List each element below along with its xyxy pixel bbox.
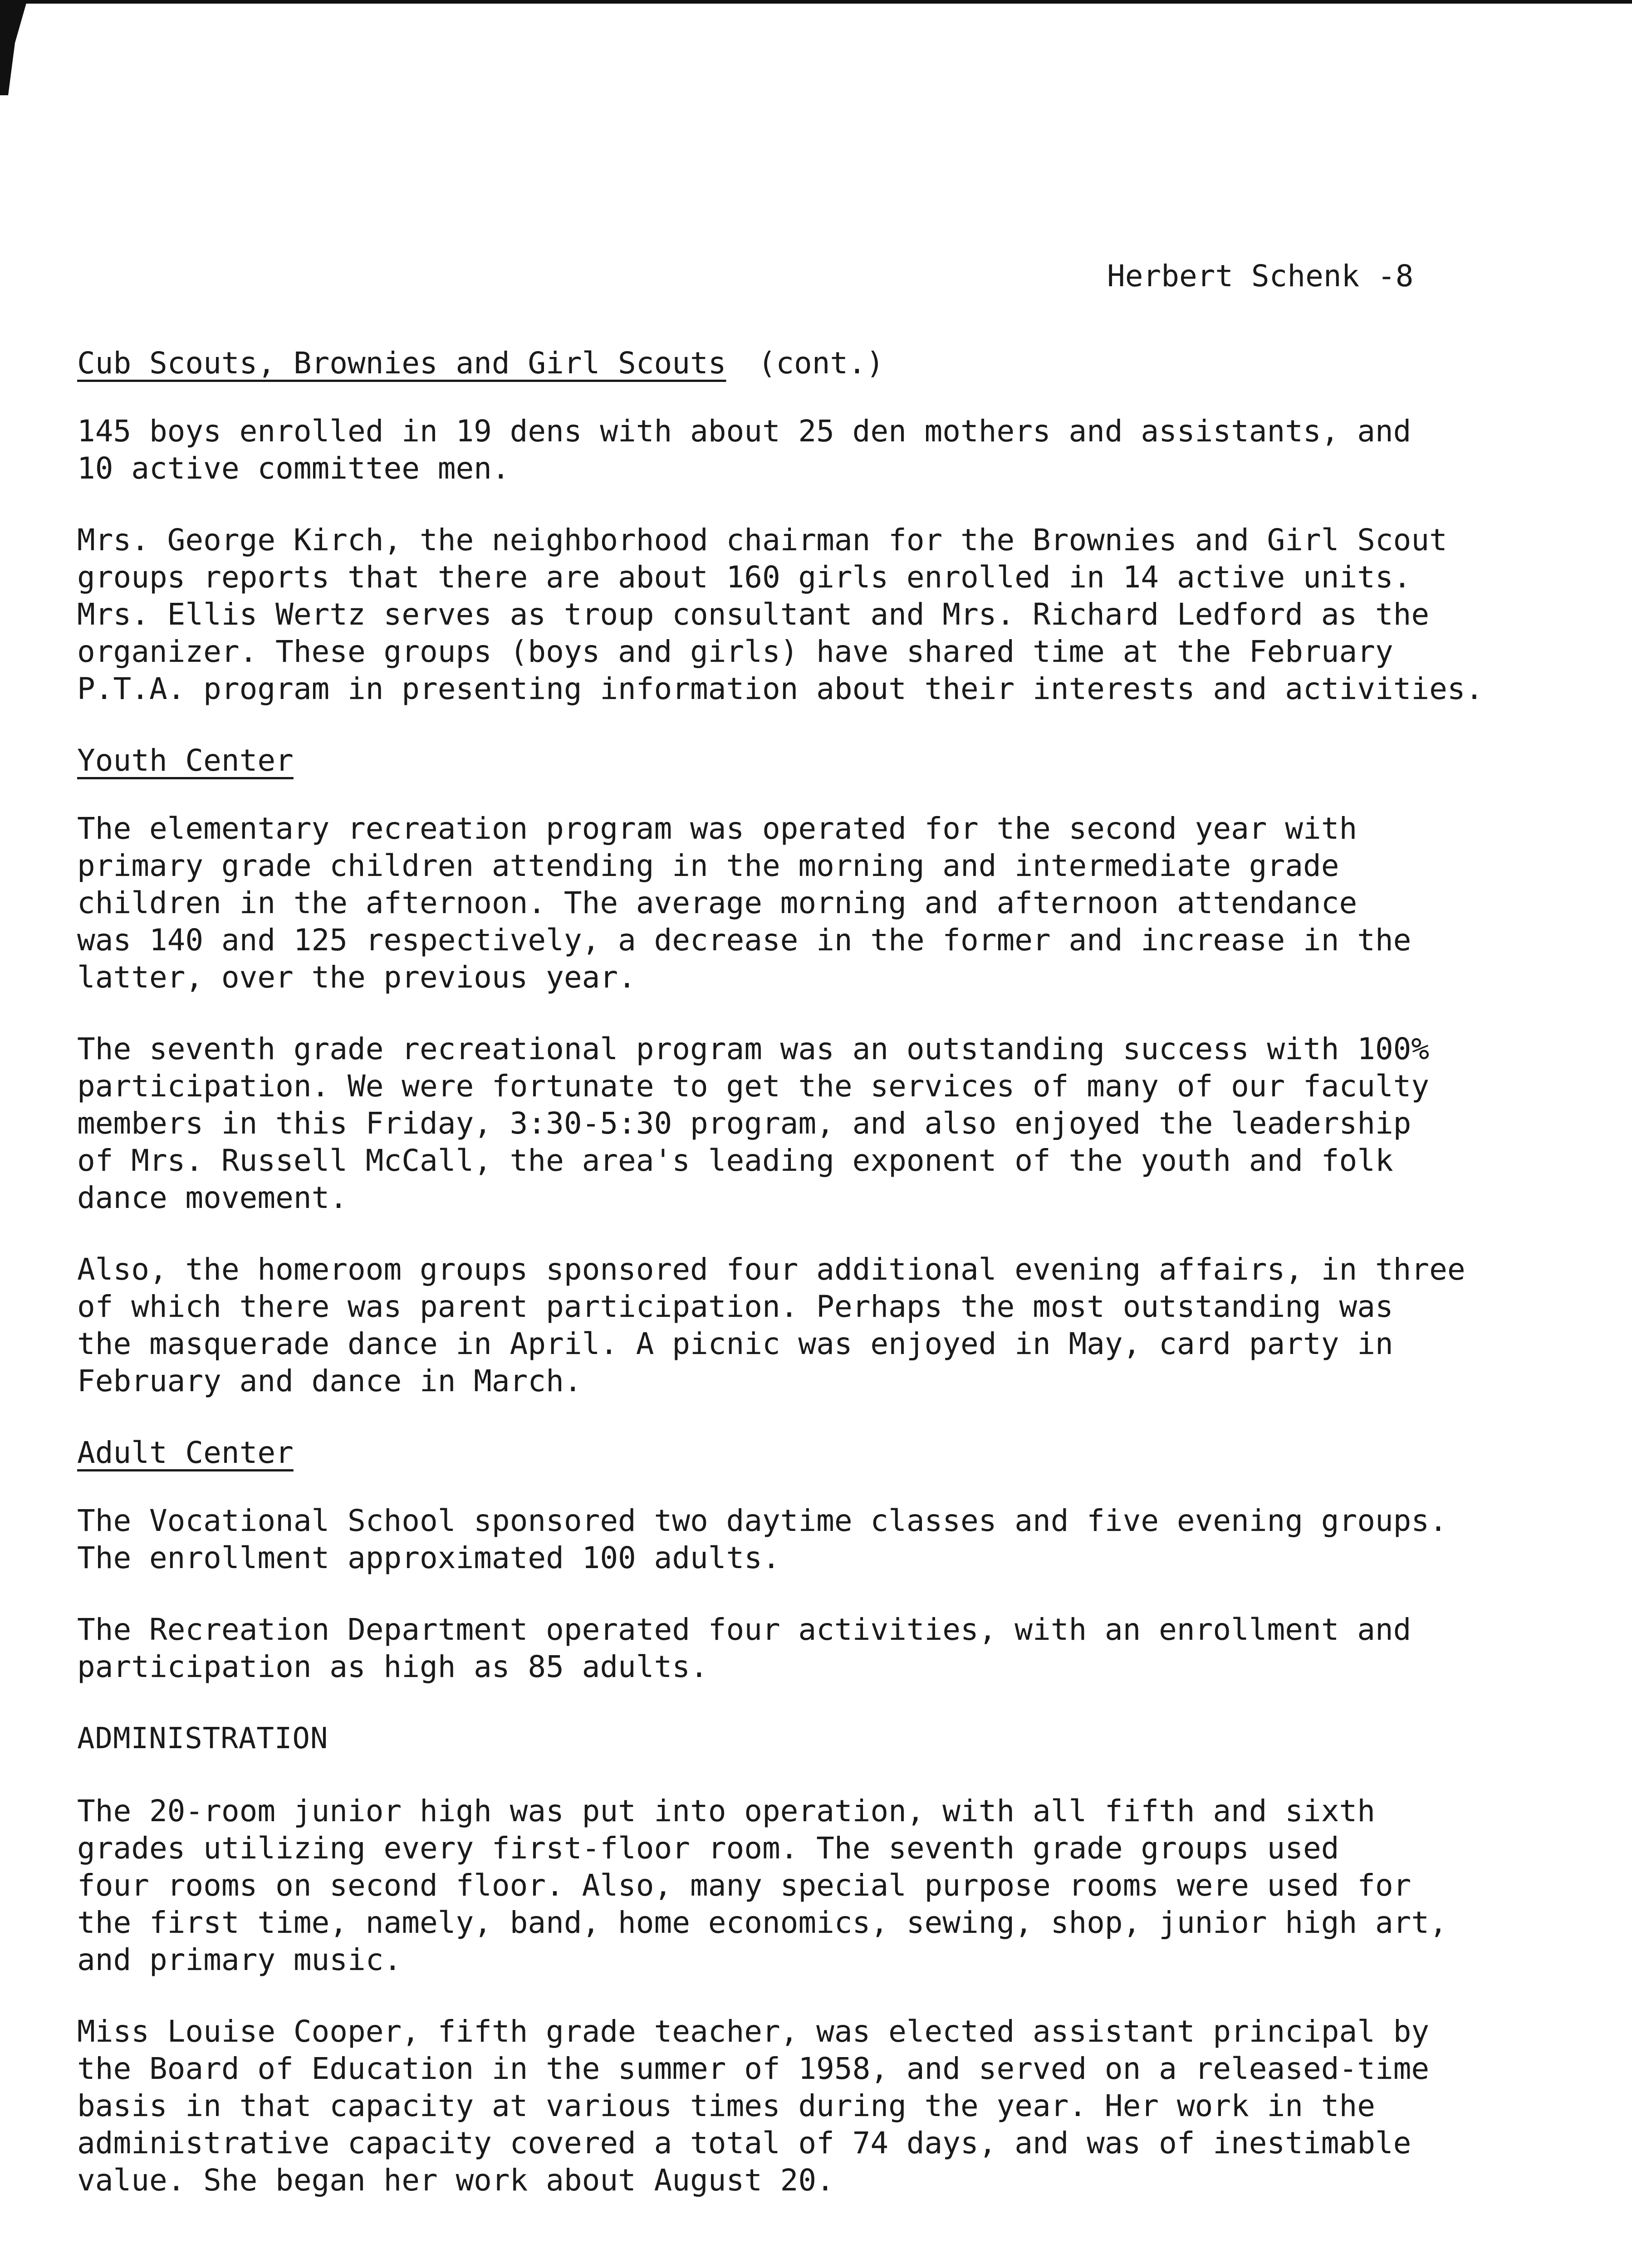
paragraph: Also, the homeroom groups sponsored four additional evening affairs, in three of which there was parent participation. Perhaps the most outstanding was the masquerade dance in April. A picnic was enjoyed in May, card party in February and dance in March. [77, 1252, 1465, 1398]
scan-top-edge [0, 0, 1632, 4]
section-heading-youth-center [77, 742, 1488, 779]
paragraph: Miss Louise Cooper, fifth grade teacher, was elected assistant principal by the Board of Education in the summer of 1958, and served on a released-time basis in that capacity at various times during the year. Her work in the administrative capacity covered a total of 74 days, and was of inestimable value. She began her work about August 20. [77, 2014, 1430, 2198]
running-head: Herbert Schenk -8 [1107, 259, 1414, 293]
section-heading-text: Cub Scouts, Brownies and Girl Scouts [77, 346, 726, 381]
top-spacer [77, 236, 1488, 345]
paragraph: The 20-room junior high was put into operation, with all fifth and sixth grades utilizing every first-floor room. The seventh grade groups used four rooms on second floor. Also, many special purpose rooms were used for the first time, namely, band, home economics, sewing, shop, junior high art, and primary music. [77, 1794, 1447, 1977]
scan-corner-mark [0, 0, 27, 95]
paragraph: The elementary recreation program was operated for the second year with primary grade children attending in the morning and intermediate grade children in the afternoon. The average morning and afternoon attendance was 140 and 125 respectively, a decrease in the former and increase in the latter, over the previous year. [77, 811, 1411, 995]
paragraph: Mrs. George Kirch, the neighborhood chairman for the Brownies and Girl Scout groups reports that there are about 160 girls enrolled in 14 active units. Mrs. Ellis Wertz serves as troup consultant and Mrs. Richard Ledford as the organizer. These groups (boys and girls) have shared time at the February P.T.A. program in presenting information about their interests and activities. [77, 523, 1484, 706]
section-heading-text: Adult Center [77, 1435, 294, 1470]
paragraph: The seventh grade recreational program was an outstanding success with 100% participation. We were fortunate to get the services of many of our faculty members in this Friday, 3:30-5:30 program, and also enjoyed the leadership of Mrs. Russell McCall, the area's leading exponent of the youth and folk dance movement. [77, 1031, 1430, 1215]
section-heading-text: Youth Center [77, 743, 294, 778]
paragraph: The Vocational School sponsored two daytime classes and five evening groups. The enrollment approximated 100 adults. [77, 1503, 1447, 1575]
paragraph: 145 boys enrolled in 19 dens with about 25 den mothers and assistants, and 10 active committee men. [77, 414, 1411, 486]
section-heading-cont: (cont.) [758, 346, 884, 381]
section-heading-cub-scouts [77, 345, 1488, 382]
section-heading-adult-center [77, 1434, 1488, 1471]
document-page [77, 236, 1488, 2234]
section-heading-administration: ADMINISTRATION [77, 1722, 328, 1755]
paragraph: The Recreation Department operated four activities, with an enrollment and participation as high as 85 adults. [77, 1612, 1411, 1684]
